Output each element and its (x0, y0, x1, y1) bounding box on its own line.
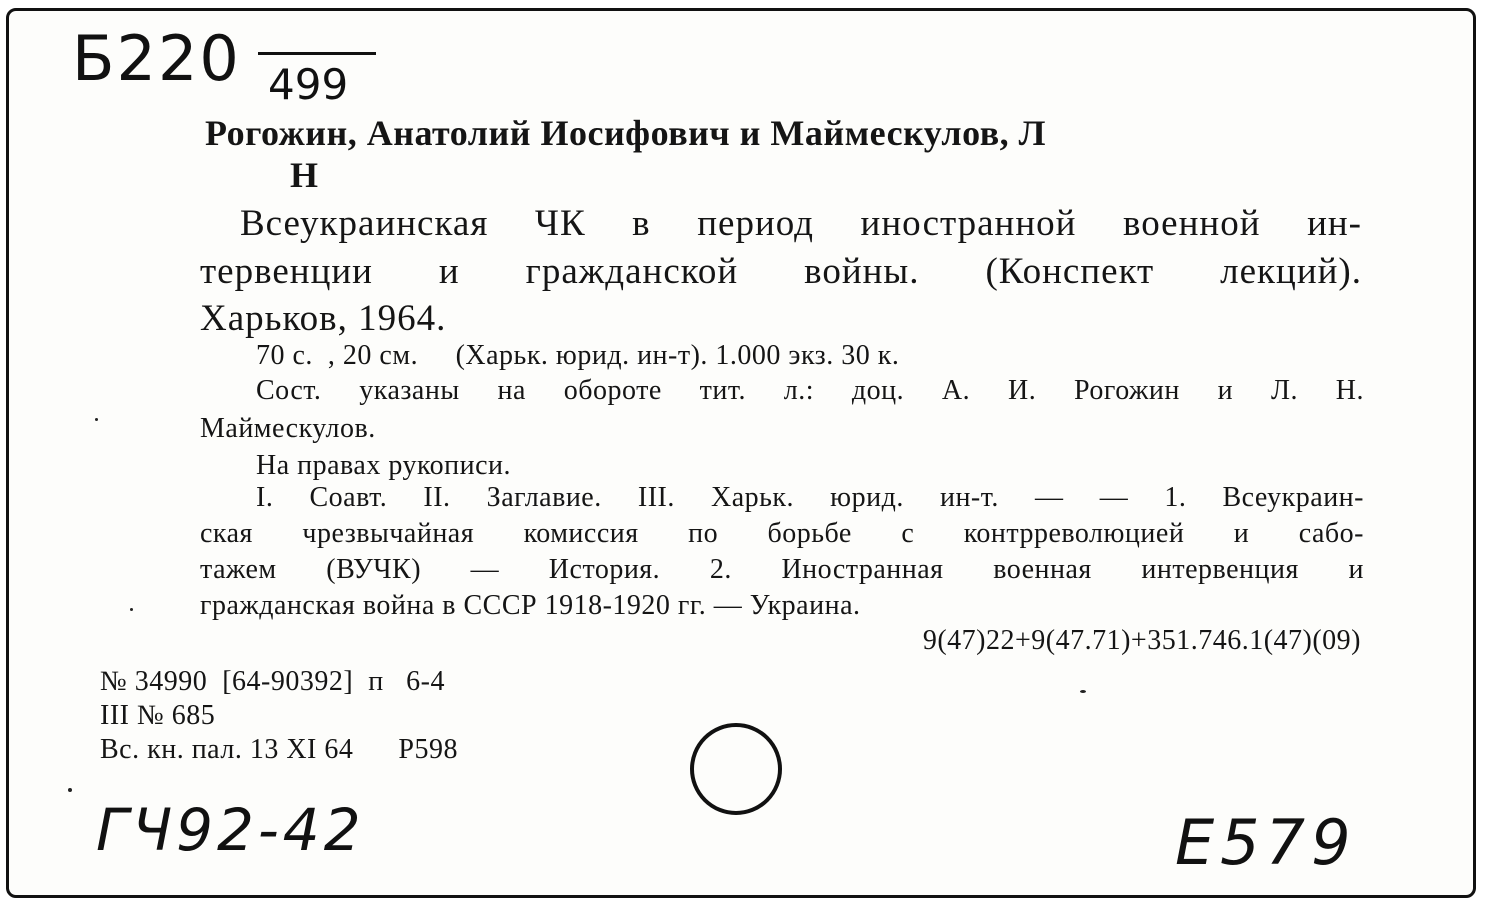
note-line-2: Маймескулов. (200, 413, 376, 444)
footer-line-3: Вс. кн. пал. 13 XI 64 Р598 (100, 734, 458, 765)
speck (95, 418, 98, 421)
speck (130, 608, 133, 611)
tracing-line-2: ская чрезвычайная комиссия по борьбе с контрреволюцией и сабо- (200, 518, 1364, 549)
title-line-2: тервенции и гражданской войны. (Конспект лекций). (200, 251, 1362, 292)
speck (68, 788, 72, 792)
shelf-mark-sub: 499 (268, 60, 349, 109)
hand-note-bottom-left: ГЧ92-42 (96, 796, 365, 864)
classification-number: 9(47)22+9(47.71)+351.746.1(47)(09) (922, 625, 1361, 656)
speck (1080, 690, 1086, 693)
circle-mark (690, 723, 782, 815)
title-line-1: Всеукраинская ЧК в период иностранной военной ин- (240, 203, 1362, 244)
author-heading: Рогожин, Анатолий Иосифович и Маймескулов, Л (205, 113, 1046, 153)
collation: 70 с. , 20 см. (Харьк. юрид. ин-т). 1.000 экз. 30 к. (256, 340, 900, 371)
shelf-mark-rule (258, 52, 376, 55)
shelf-mark: Б220 (72, 22, 241, 95)
tracing-line-4: гражданская война в СССР 1918-1920 гг. — Украина. (200, 590, 861, 621)
tracing-line-1: I. Соавт. II. Заглавие. III. Харьк. юрид. ин-т. — — 1. Всеукраин- (256, 482, 1364, 513)
hand-note-bottom-right: Е579 (1175, 806, 1357, 879)
author-initial: Н (290, 155, 319, 195)
title-line-3: Харьков, 1964. (200, 298, 447, 339)
tracing-line-3: тажем (ВУЧК) — История. 2. Иностранная военная интервенция и (200, 554, 1364, 585)
rights-statement: На правах рукописи. (256, 450, 512, 481)
footer-line-1: № 34990 [64-90392] п 6-4 (100, 666, 445, 697)
footer-line-2: III № 685 (100, 700, 216, 731)
note-line-1: Сост. указаны на обороте тит. л.: доц. А. И. Рогожин и Л. Н. (256, 375, 1364, 406)
